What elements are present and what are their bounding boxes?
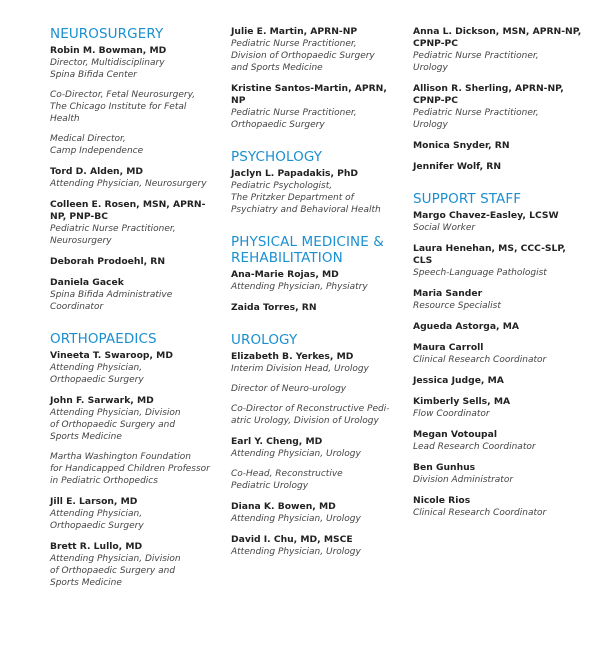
staff-title: Social Worker <box>413 223 476 233</box>
staff-entry <box>231 302 401 314</box>
staff-entry <box>231 168 401 216</box>
staff-entry <box>50 395 218 487</box>
staff-name: Laura Henehan, MS, CCC-SLP, CLS <box>413 243 566 266</box>
staff-title: and Sports Medicine <box>231 63 323 73</box>
staff-title: Pediatric Nurse Practitioner, <box>413 108 539 118</box>
directory-section <box>413 26 583 173</box>
directory-section <box>50 26 218 313</box>
staff-title: Pediatric Nurse Practitioner, <box>231 108 357 118</box>
directory-section <box>231 234 401 314</box>
staff-entry <box>413 321 583 333</box>
staff-title: Attending Physician, Urology <box>231 514 361 524</box>
staff-title: Division Administrator <box>413 475 514 485</box>
staff-entry <box>231 351 401 427</box>
staff-title: Coordinator <box>50 302 104 312</box>
staff-entry <box>231 534 401 558</box>
staff-entry <box>413 161 583 173</box>
staff-name: Anna L. Dickson, MSN, APRN-NP, CPNP-PC <box>413 26 582 49</box>
staff-title: Pediatric Nurse Practitioner, <box>231 39 357 49</box>
staff-entry <box>413 243 583 279</box>
staff-name: Deborah Prodoehl, RN <box>50 256 166 267</box>
staff-title: Orthopaedic Surgery <box>50 521 144 531</box>
staff-title: Attending Physician, Physiatry <box>231 282 368 292</box>
section-heading: UROLOGY <box>231 332 298 348</box>
staff-entry <box>413 375 583 387</box>
staff-title: Division of Orthopaedic Surgery <box>231 51 375 61</box>
staff-title: Pediatric Psychologist, <box>231 181 333 191</box>
staff-entry <box>231 501 401 525</box>
staff-title: atric Urology, Division of Urology <box>231 416 379 426</box>
staff-title: Pediatric Nurse Practitioner, <box>50 224 176 234</box>
staff-entry <box>231 436 401 492</box>
section-heading: SUPPORT STAFF <box>413 191 522 207</box>
staff-title: Attending Physician, <box>50 509 143 519</box>
staff-name: Daniela Gacek <box>50 277 124 288</box>
staff-entry <box>413 462 583 486</box>
staff-title: Clinical Research Coordinator <box>413 508 547 518</box>
staff-title: Interim Division Head, Urology <box>231 364 369 374</box>
staff-title: Pediatric Nurse Practitioner, <box>413 51 539 61</box>
staff-entry <box>50 541 218 589</box>
staff-title: Attending Physician, Urology <box>231 547 361 557</box>
staff-title: The Chicago Institute for Fetal <box>50 102 187 112</box>
staff-title: in Pediatric Orthopedics <box>50 476 158 486</box>
staff-name: Brett R. Lullo, MD <box>50 541 143 552</box>
staff-title: Attending Physician, <box>50 363 143 373</box>
staff-name: Maria Sander <box>413 288 483 299</box>
staff-name: Earl Y. Cheng, MD <box>231 436 323 447</box>
staff-name: Monica Snyder, RN <box>413 140 510 151</box>
staff-entry <box>50 256 218 268</box>
staff-name: Allison R. Sherling, APRN-NP, CPNP-PC <box>413 83 564 106</box>
staff-title: of Orthopaedic Surgery and <box>50 566 176 576</box>
staff-title: Sports Medicine <box>50 432 122 442</box>
staff-title: for Handicapped Children Professor <box>50 464 210 474</box>
directory-column-3 <box>413 26 583 537</box>
directory-section <box>231 26 401 131</box>
staff-title: of Orthopaedic Surgery and <box>50 420 176 430</box>
staff-entry <box>413 495 583 519</box>
staff-name: Maura Carroll <box>413 342 484 353</box>
staff-entry <box>50 277 218 313</box>
staff-title: Spina Bifida Center <box>50 70 137 80</box>
staff-entry <box>231 269 401 293</box>
staff-title: Resource Specialist <box>413 301 501 311</box>
staff-entry <box>413 26 583 74</box>
staff-name: David I. Chu, MD, MSCE <box>231 534 353 545</box>
directory-section <box>50 331 218 589</box>
directory-column-2 <box>231 26 401 576</box>
staff-entry <box>413 396 583 420</box>
staff-entry <box>413 342 583 366</box>
staff-title: Health <box>50 114 80 124</box>
staff-entry <box>50 350 218 386</box>
staff-name: Julie E. Martin, APRN-NP <box>231 26 358 37</box>
staff-name: Diana K. Bowen, MD <box>231 501 336 512</box>
staff-name: Ben Gunhus <box>413 462 476 473</box>
staff-title: Attending Physician, Neurosurgery <box>50 179 207 189</box>
staff-title: Clinical Research Coordinator <box>413 355 547 365</box>
staff-title: Flow Coordinator <box>413 409 490 419</box>
staff-title: Orthopaedic Surgery <box>50 375 144 385</box>
staff-title: Medical Director, <box>50 134 126 144</box>
staff-title: Co-Head, Reconstructive <box>231 469 343 479</box>
staff-title: Attending Physician, Urology <box>231 449 361 459</box>
section-heading: PHYSICAL MEDICINE & REHABILITATION <box>231 234 384 266</box>
staff-title: Urology <box>413 63 448 73</box>
staff-name: Colleen E. Rosen, MSN, APRN-NP, PNP-BC <box>50 199 206 222</box>
staff-title: Lead Research Coordinator <box>413 442 536 452</box>
staff-entry <box>231 26 401 74</box>
staff-title: Director, Multidisciplinary <box>50 58 165 68</box>
staff-name: Kristine Santos-Martin, APRN, NP <box>231 83 387 106</box>
staff-name: Jennifer Wolf, RN <box>413 161 502 172</box>
staff-entry <box>50 166 218 190</box>
staff-name: Megan Votoupal <box>413 429 497 440</box>
staff-name: Jaclyn L. Papadakis, PhD <box>231 168 359 179</box>
staff-title: Spina Bifida Administrative <box>50 290 173 300</box>
staff-entry <box>413 210 583 234</box>
directory-section <box>231 332 401 558</box>
staff-entry <box>413 429 583 453</box>
directory-section <box>413 191 583 519</box>
staff-title: Co-Director of Reconstructive Pedi- <box>231 404 390 414</box>
staff-title: Orthopaedic Surgery <box>231 120 325 130</box>
staff-title: Martha Washington Foundation <box>50 452 191 462</box>
staff-name: Agueda Astorga, MA <box>413 321 519 332</box>
staff-name: Vineeta T. Swaroop, MD <box>50 350 173 361</box>
staff-title: Camp Independence <box>50 146 144 156</box>
staff-title: Attending Physician, Division <box>50 554 181 564</box>
staff-name: Robin M. Bowman, MD <box>50 45 167 56</box>
staff-name: Jill E. Larson, MD <box>50 496 138 507</box>
staff-title: Speech-Language Pathologist <box>413 268 547 278</box>
staff-name: John F. Sarwark, MD <box>50 395 154 406</box>
staff-title: Director of Neuro-urology <box>231 384 347 394</box>
staff-title: Neurosurgery <box>50 236 112 246</box>
staff-name: Margo Chavez-Easley, LCSW <box>413 210 559 221</box>
staff-entry <box>50 496 218 532</box>
section-heading: PSYCHOLOGY <box>231 149 323 165</box>
staff-entry <box>413 288 583 312</box>
staff-entry <box>413 83 583 131</box>
staff-name: Ana-Marie Rojas, MD <box>231 269 339 280</box>
staff-entry <box>413 140 583 152</box>
staff-entry <box>50 199 218 247</box>
staff-title: Psychiatry and Behavioral Health <box>231 205 381 215</box>
staff-name: Nicole Rios <box>413 495 471 506</box>
staff-name: Zaida Torres, RN <box>231 302 317 313</box>
staff-title: Co-Director, Fetal Neurosurgery, <box>50 90 196 100</box>
staff-title: The Pritzker Department of <box>231 193 354 203</box>
staff-title: Sports Medicine <box>50 578 122 588</box>
section-heading: NEUROSURGERY <box>50 26 164 42</box>
staff-entry <box>231 83 401 131</box>
section-heading: ORTHOPAEDICS <box>50 331 157 347</box>
staff-name: Jessica Judge, MA <box>413 375 504 386</box>
staff-name: Tord D. Alden, MD <box>50 166 144 177</box>
staff-entry <box>50 45 218 157</box>
staff-name: Elizabeth B. Yerkes, MD <box>231 351 354 362</box>
staff-title: Urology <box>413 120 448 130</box>
directory-section <box>231 149 401 216</box>
staff-title: Pediatric Urology <box>231 481 309 491</box>
staff-name: Kimberly Sells, MA <box>413 396 511 407</box>
directory-column-1 <box>50 26 218 607</box>
staff-title: Attending Physician, Division <box>50 408 181 418</box>
